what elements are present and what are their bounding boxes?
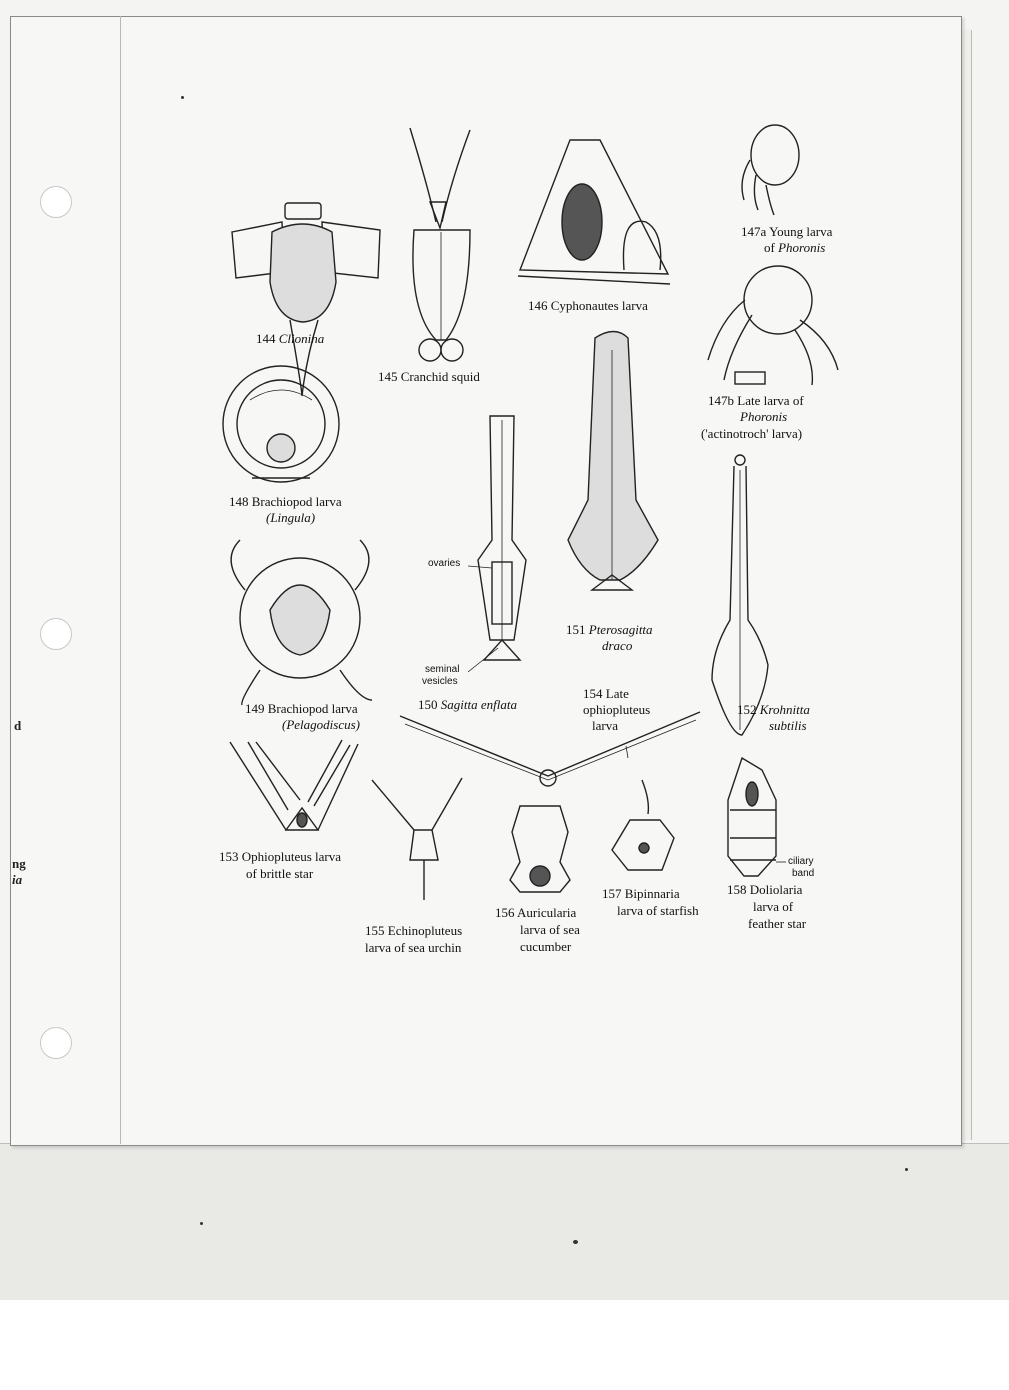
- annotation-vesicles: vesicles: [422, 676, 458, 687]
- label-154-line2: ophiopluteus: [583, 702, 651, 717]
- label-146: 146 Cyphonautes larva: [528, 298, 648, 313]
- bipinnaria-illustration: [612, 780, 674, 870]
- label-147b: 147b Late larva of: [708, 393, 804, 408]
- label-158: 158 Doliolaria: [727, 882, 803, 897]
- label-156: 156 Auricularia: [495, 905, 577, 920]
- label-145: 145 Cranchid squid: [378, 369, 480, 384]
- label-156-line3: cucumber: [520, 939, 572, 954]
- label-156-line2: larva of sea: [520, 922, 580, 937]
- label-147a-line2: of Phoronis: [764, 240, 826, 255]
- label-149: 149 Brachiopod larva: [245, 701, 358, 716]
- label-153: 153 Ophiopluteus larva: [219, 849, 342, 864]
- margin-bleed-text: d: [14, 718, 22, 733]
- label-154: 154 Late: [583, 686, 629, 701]
- late-phoronis-illustration: [708, 266, 838, 385]
- label-152-line2: subtilis: [769, 718, 807, 733]
- margin-bleed-text: ng: [12, 856, 26, 871]
- label-148: 148 Brachiopod larva: [229, 494, 342, 509]
- annotation-ciliary: ciliary: [788, 856, 814, 867]
- echinopluteus-illustration: [372, 778, 462, 900]
- pterosagitta-illustration: [568, 332, 658, 591]
- label-155: 155 Echinopluteus: [365, 923, 463, 938]
- cranchid-squid-illustration: [410, 128, 470, 361]
- auricularia-illustration: [510, 806, 570, 892]
- cyphonautes-illustration: [518, 140, 670, 284]
- label-152: 152 Krohnitta: [737, 702, 810, 717]
- ovaries-leader-line: [468, 566, 492, 568]
- label-153-line2: of brittle star: [246, 866, 314, 881]
- label-150: 150 Sagitta enflata: [418, 697, 517, 712]
- lingula-illustration: [223, 366, 339, 482]
- label-154-line3: larva: [592, 718, 618, 733]
- label-158-line3: feather star: [748, 916, 807, 931]
- label-151-line2: draco: [602, 638, 633, 653]
- label-149-line2: (Pelagodiscus): [282, 717, 360, 732]
- label-151: 151 Pterosagitta: [566, 622, 653, 637]
- label-157: 157 Bipinnaria: [602, 886, 680, 901]
- doliolaria-illustration: [728, 758, 786, 876]
- sagitta-enflata-illustration: [478, 416, 526, 660]
- label-147b-line3: ('actinotroch' larva): [701, 426, 803, 441]
- margin-bleed-text: ia: [12, 872, 23, 887]
- label-158-line2: larva of: [753, 899, 794, 914]
- late-ophiopluteus-illustration: [400, 712, 700, 786]
- label-157-line2: larva of starfish: [617, 903, 699, 918]
- label-144: 144 Clionina: [256, 331, 325, 346]
- krohnitta-illustration: [712, 455, 768, 735]
- pelagodiscus-illustration: [231, 540, 372, 705]
- label-155-line2: larva of sea urchin: [365, 940, 462, 955]
- annotation-ovaries: ovaries: [428, 558, 461, 569]
- clionina-illustration: [232, 203, 380, 396]
- young-phoronis-illustration: [742, 125, 799, 215]
- label-148-line2: (Lingula): [266, 510, 316, 525]
- ophiopluteus-illustration: [230, 740, 358, 830]
- annotation-band: band: [792, 868, 815, 879]
- annotation-seminal: seminal: [425, 664, 460, 675]
- label-147b-line2: Phoronis: [740, 409, 788, 424]
- label-147a: 147a Young larva: [741, 224, 833, 239]
